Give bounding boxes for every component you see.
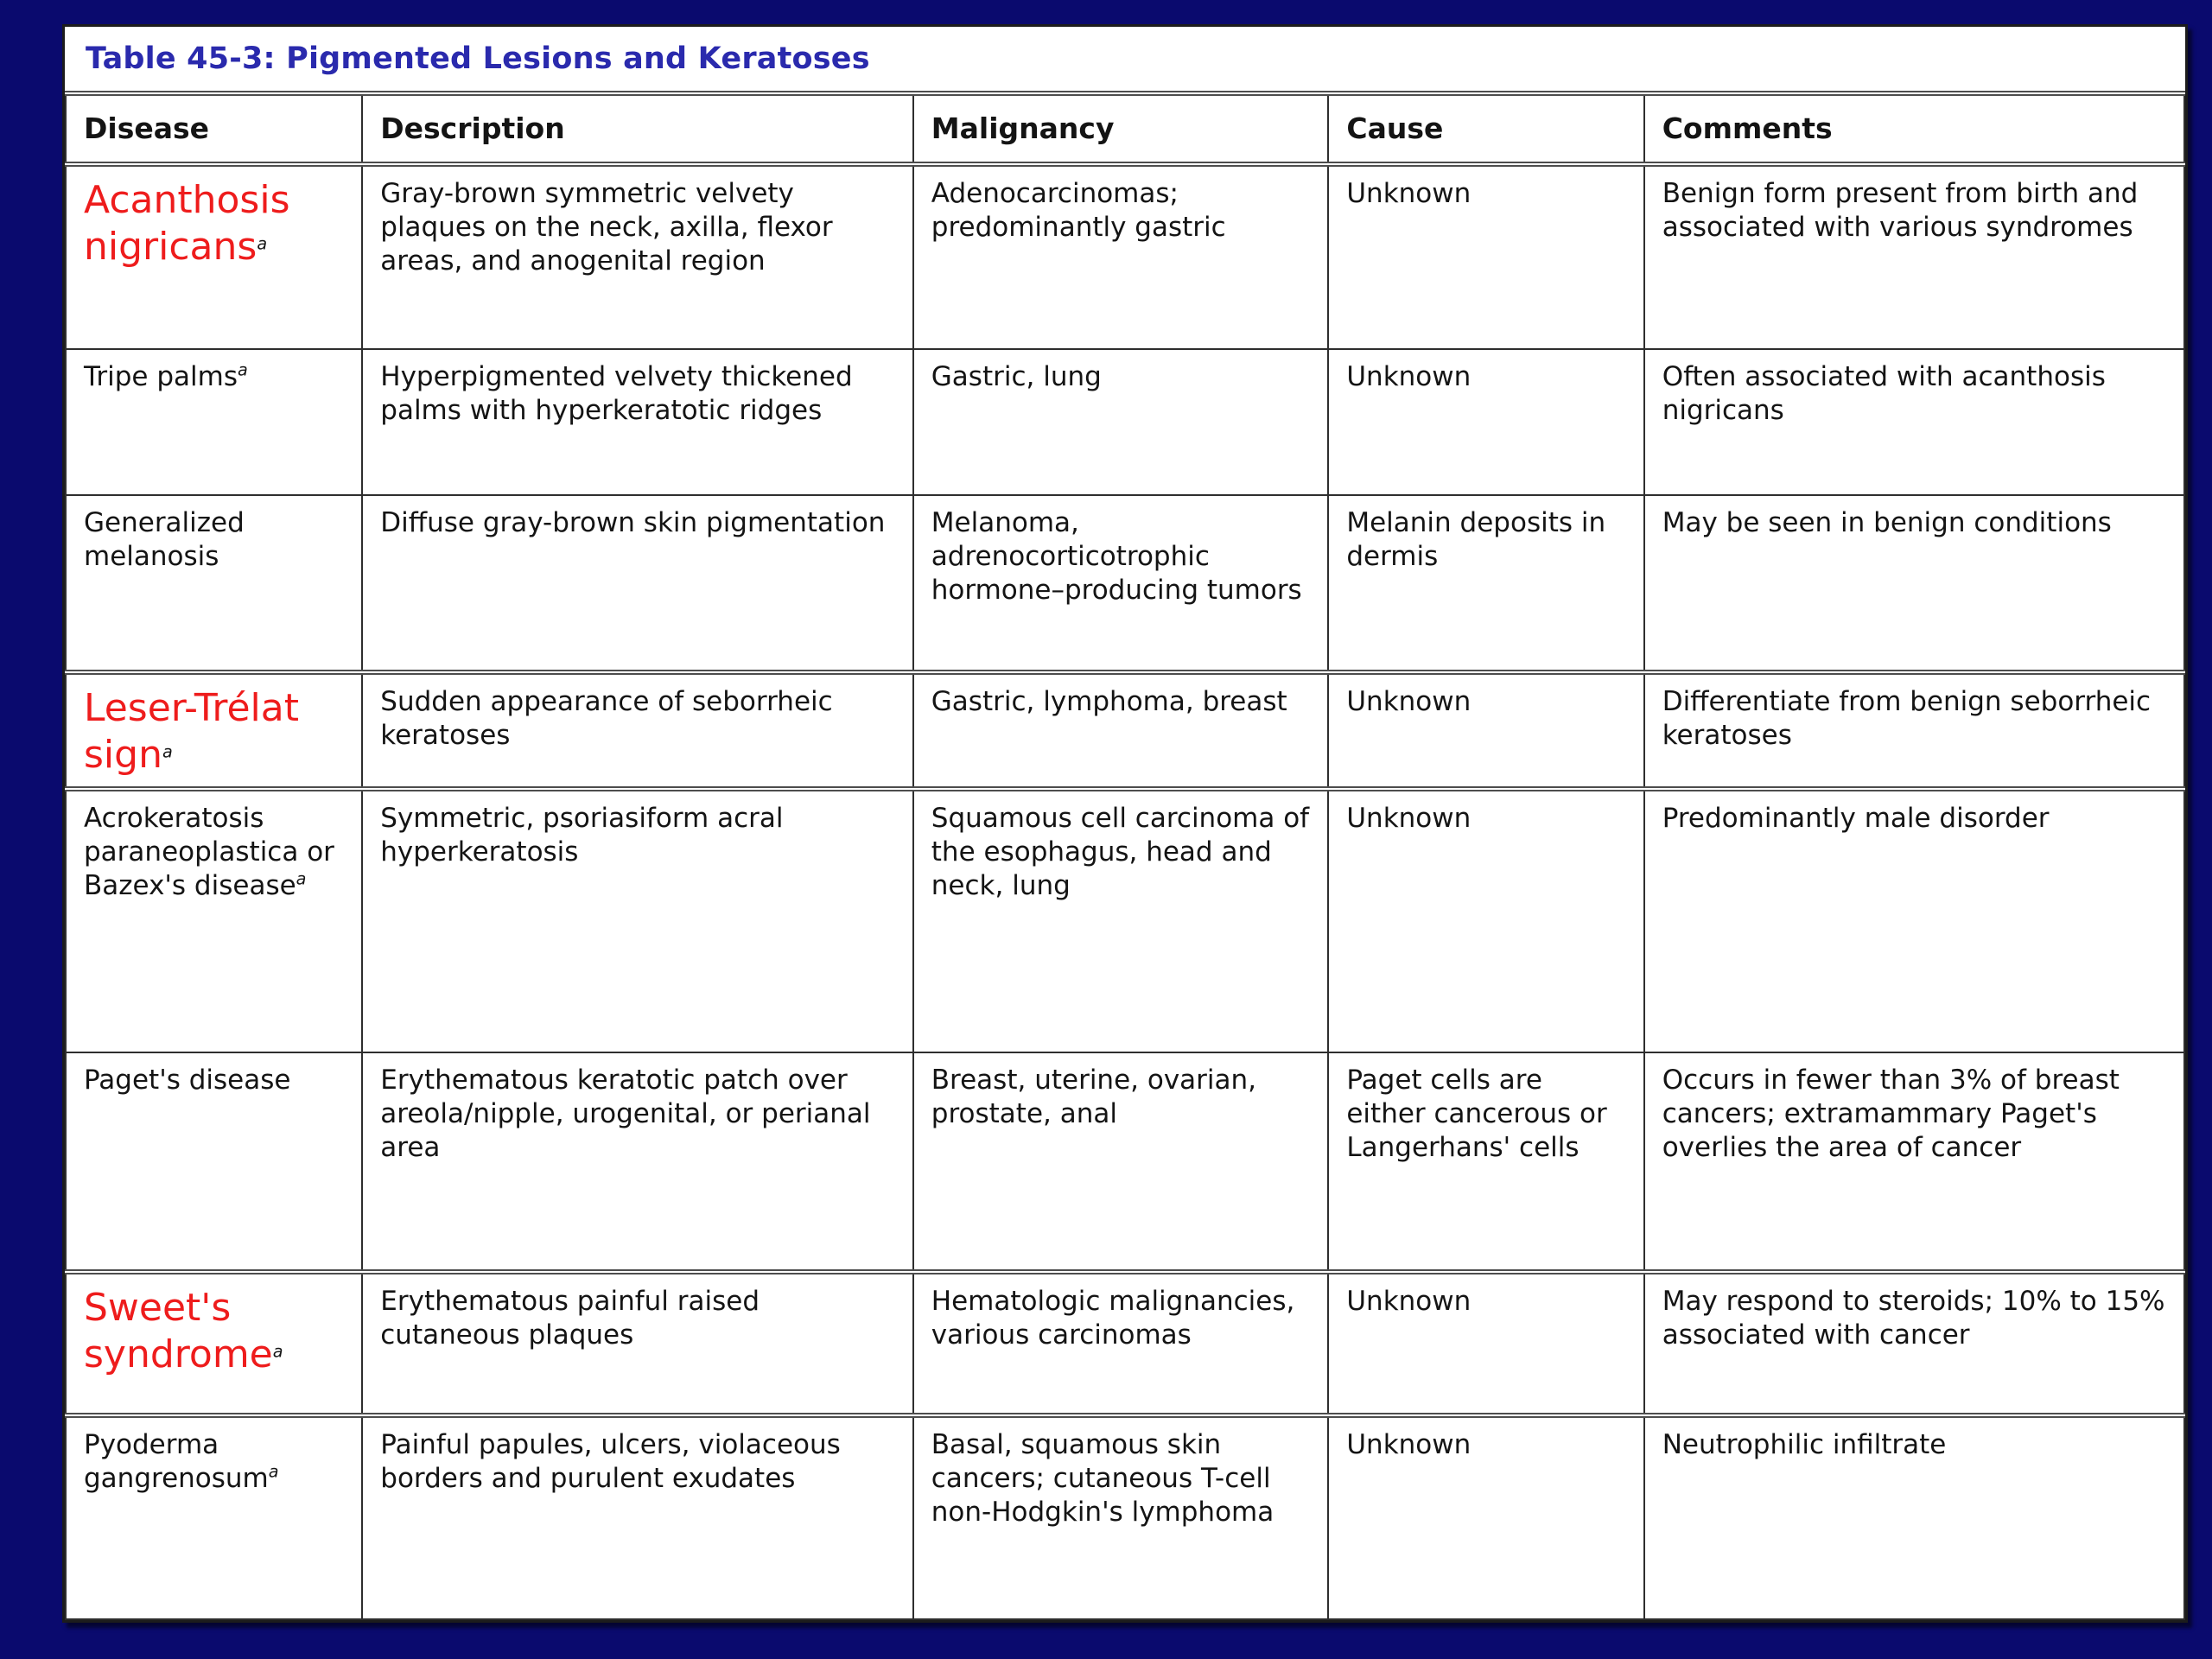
cause-cell: Paget cells are either cancerous or Langerhans' cells (1328, 1052, 1643, 1272)
cause-cell: Unknown (1328, 164, 1643, 349)
malignancy-cell: Basal, squamous skin cancers; cutaneous T-cell non-Hodgkin's lymphoma (913, 1415, 1329, 1619)
disease-name: Sweet's syndrome (84, 1286, 273, 1376)
description-cell: Symmetric, psoriasiform acral hyperkeratosis (362, 789, 913, 1052)
disease-cell (66, 1052, 362, 1272)
malignancy-cell: Squamous cell carcinoma of the esophagus, head and neck, lung (913, 789, 1329, 1052)
cause-cell: Unknown (1328, 789, 1643, 1052)
disease-name: Acrokeratosis paraneoplastica or Bazex's disease (84, 803, 334, 901)
cause-cell: Unknown (1328, 1272, 1643, 1415)
cause-cell: Unknown (1328, 349, 1643, 495)
description-cell: Painful papules, ulcers, violaceous borders and purulent exudates (362, 1415, 913, 1619)
column-header-malignancy: Malignancy (913, 93, 1329, 164)
malignancy-cell: Breast, uterine, ovarian, prostate, anal (913, 1052, 1329, 1272)
disease-cell (66, 1272, 362, 1415)
table-title: Table 45-3: Pigmented Lesions and Keratoses (86, 41, 870, 76)
cause-cell: Unknown (1328, 672, 1643, 789)
comments-cell: Benign form present from birth and associated with various syndromes (1644, 164, 2184, 349)
column-header-disease: Disease (66, 93, 362, 164)
table-header (66, 93, 2184, 164)
cause-cell: Unknown (1328, 1415, 1643, 1619)
disease-cell (66, 1415, 362, 1619)
column-header-comments: Comments (1644, 93, 2184, 164)
disease-name: Tripe palms (84, 361, 238, 392)
table-row (66, 349, 2184, 495)
disease-name: Pyoderma gangrenosum (84, 1429, 269, 1494)
disease-cell (66, 164, 362, 349)
comments-cell: May respond to steroids; 10% to 15% associated with cancer (1644, 1272, 2184, 1415)
table-row (66, 495, 2184, 672)
footnote-marker: a (257, 233, 268, 254)
footnote-marker: a (296, 868, 307, 889)
description-cell: Erythematous painful raised cutaneous plaques (362, 1272, 913, 1415)
comments-cell: Differentiate from benign seborrheic keratoses (1644, 672, 2184, 789)
description-cell: Diffuse gray-brown skin pigmentation (362, 495, 913, 672)
disease-cell (66, 349, 362, 495)
table-row (66, 1052, 2184, 1272)
malignancy-cell: Gastric, lymphoma, breast (913, 672, 1329, 789)
disease-name: Generalized melanosis (84, 507, 245, 572)
pigmented-lesions-table (65, 91, 2185, 1620)
table-row (66, 789, 2184, 1052)
comments-cell: Neutrophilic infiltrate (1644, 1415, 2184, 1619)
comments-cell: Often associated with acanthosis nigricans (1644, 349, 2184, 495)
footnote-marker: a (237, 359, 248, 380)
table-row (66, 164, 2184, 349)
header-row (66, 93, 2184, 164)
malignancy-cell: Adenocarcinomas; predominantly gastric (913, 164, 1329, 349)
cause-cell: Melanin deposits in dermis (1328, 495, 1643, 672)
disease-cell (66, 789, 362, 1052)
description-cell: Hyperpigmented velvety thickened palms with hyperkeratotic ridges (362, 349, 913, 495)
table-row (66, 1272, 2184, 1415)
table-row (66, 672, 2184, 789)
malignancy-cell: Melanoma, adrenocorticotrophic hormone–producing tumors (913, 495, 1329, 672)
column-header-description: Description (362, 93, 913, 164)
disease-cell (66, 672, 362, 789)
comments-cell: Occurs in fewer than 3% of breast cancers; extramammary Paget's overlies the area of cancer (1644, 1052, 2184, 1272)
table-body (66, 164, 2184, 1619)
table-panel (62, 24, 2188, 1623)
comments-cell: May be seen in benign conditions (1644, 495, 2184, 672)
disease-name: Leser-Trélat sign (84, 686, 299, 777)
description-cell: Gray-brown symmetric velvety plaques on the neck, axilla, flexor areas, and anogenital region (362, 164, 913, 349)
disease-cell (66, 495, 362, 672)
disease-name: Acanthosis nigricans (84, 178, 290, 269)
disease-name: Paget's disease (84, 1065, 291, 1096)
footnote-marker: a (162, 741, 173, 762)
table-row (66, 1415, 2184, 1619)
malignancy-cell: Gastric, lung (913, 349, 1329, 495)
description-cell: Sudden appearance of seborrheic keratoses (362, 672, 913, 789)
column-header-cause: Cause (1328, 93, 1643, 164)
footnote-marker: a (268, 1461, 279, 1482)
description-cell: Erythematous keratotic patch over areola/nipple, urogenital, or perianal area (362, 1052, 913, 1272)
footnote-marker: a (272, 1341, 283, 1362)
comments-cell: Predominantly male disorder (1644, 789, 2184, 1052)
malignancy-cell: Hematologic malignancies, various carcinomas (913, 1272, 1329, 1415)
